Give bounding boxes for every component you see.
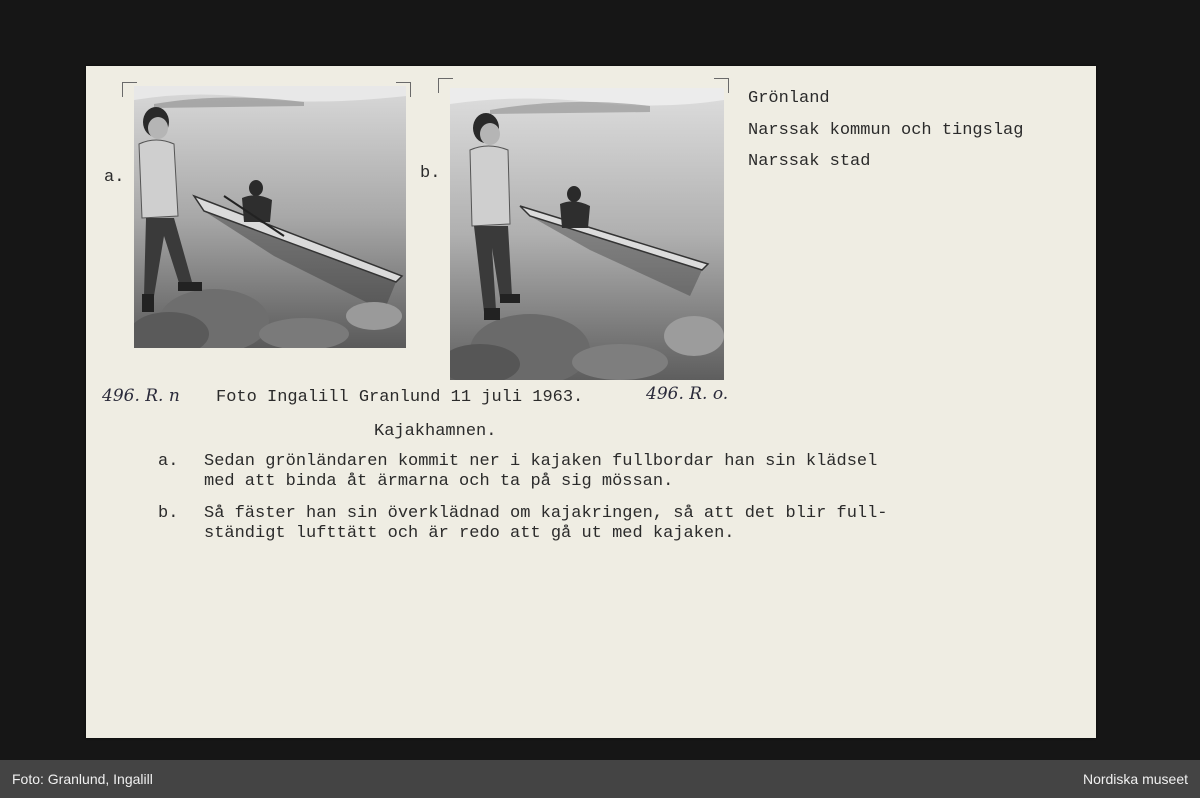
- photo-a-image: [134, 86, 406, 348]
- photo-b-label: b.: [420, 164, 441, 183]
- photo-a-label: a.: [104, 168, 125, 187]
- description-b-line2: ständigt lufttätt och är redo att gå ut med kajaken.: [204, 524, 735, 543]
- description-a-line1: Sedan grönländaren kommit ner i kajaken fullbordar han sin klädsel: [204, 452, 878, 471]
- photo-b-corner: [714, 78, 729, 93]
- archive-card: [86, 66, 1096, 738]
- photo-b-image: [450, 88, 724, 380]
- photo-a-corner: [396, 82, 411, 97]
- photo-b: [450, 88, 724, 380]
- description-b-line1: Så fäster han sin överklädnad om kajakringen, så att det blir full-: [204, 504, 888, 523]
- caption-title: Kajakhamnen.: [374, 422, 497, 441]
- photo-credit: Foto Ingalill Granlund 11 juli 1963.: [216, 388, 584, 407]
- footer-bar: [0, 760, 1200, 798]
- description-marker-b: b.: [158, 504, 179, 523]
- footer-photo-credit: Foto: Granlund, Ingalill: [12, 771, 153, 787]
- photo-b-corner: [438, 78, 453, 93]
- location-country: Grönland: [748, 89, 830, 108]
- location-town: Narssak stad: [748, 152, 871, 171]
- handwritten-number-a: 496. R. n: [102, 386, 180, 406]
- photo-a: [134, 86, 406, 348]
- description-a-line2: med att binda åt ärmarna och ta på sig mössan.: [204, 472, 674, 491]
- photo-a-corner: [122, 82, 137, 97]
- footer-institution[interactable]: Nordiska museet: [1082, 771, 1188, 787]
- handwritten-number-b: 496. R. o.: [646, 384, 729, 404]
- location-municipality: Narssak kommun och tingslag: [748, 121, 1024, 140]
- description-marker-a: a.: [158, 452, 179, 471]
